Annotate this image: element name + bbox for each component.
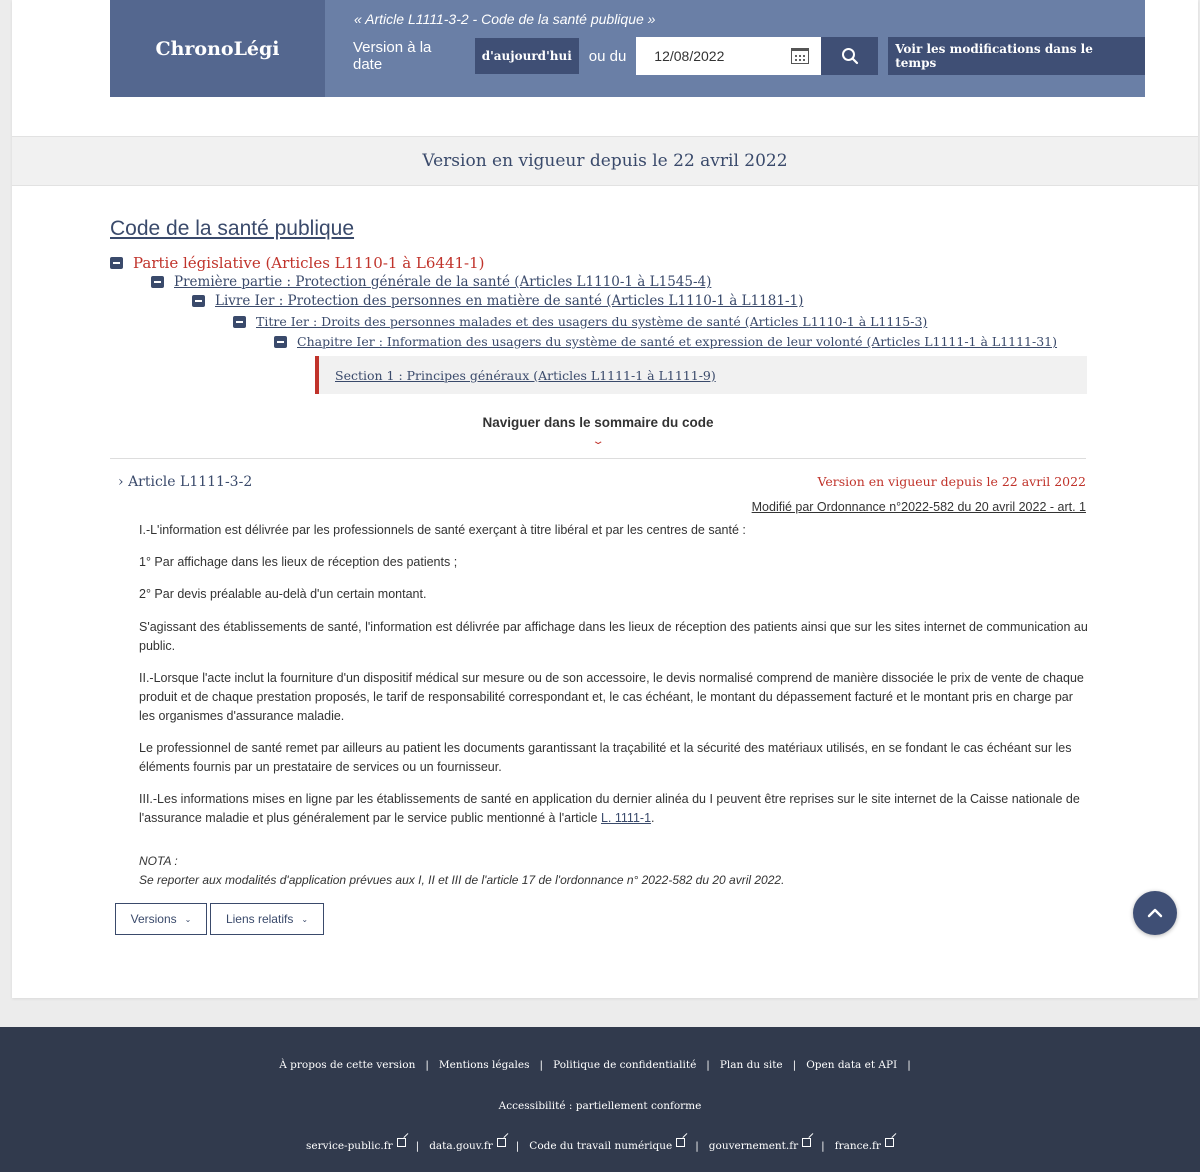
calendar-icon[interactable] <box>791 48 809 64</box>
footer-separator: | <box>539 1059 544 1071</box>
collapse-icon[interactable] <box>233 316 246 328</box>
footer-separator: | <box>515 1140 520 1152</box>
tree-titre-label[interactable]: Titre Ier : Droits des personnes malades et des usagers du système de santé (Articles L1110-1 à L1115-3) <box>256 314 928 329</box>
search-button[interactable] <box>821 37 878 75</box>
collapse-icon[interactable] <box>151 276 164 288</box>
version-band: Version en vigueur depuis le 22 avril 2022 <box>12 136 1198 186</box>
external-link-label: Code du travail numérique <box>529 1140 673 1152</box>
chronolegi-header <box>110 0 1145 97</box>
tree-partie-label: Partie législative (Articles L1110-1 à L6441-1) <box>133 254 485 272</box>
footer-separator: | <box>415 1140 420 1152</box>
accessibility-link[interactable]: Accessibilité : partiellement conforme <box>498 1100 702 1112</box>
related-links-dropdown-button[interactable] <box>210 903 324 935</box>
tree-chapitre[interactable] <box>274 334 1057 349</box>
article-paragraph <box>139 790 1089 828</box>
external-link-icon <box>397 1138 406 1147</box>
nota-label: NOTA : <box>139 854 178 868</box>
today-button[interactable]: d'aujourd'hui <box>475 38 579 74</box>
chevron-up-icon <box>1147 908 1163 918</box>
collapse-icon[interactable] <box>274 336 287 348</box>
modifications-button[interactable]: Voir les modifications dans le temps <box>888 37 1145 75</box>
chevron-down-icon[interactable]: ⌄ <box>591 436 605 447</box>
footer-link[interactable]: Plan du site <box>719 1059 783 1071</box>
article-paragraph-end: . <box>651 811 655 825</box>
article-l1111-1-link[interactable]: L. 1111-1 <box>600 811 652 825</box>
footer-external-row <box>0 1140 1200 1152</box>
article-paragraph: Le professionnel de santé remet par ailleurs au patient les documents garantissant la traçabilité et la sécurité des matériaux utilisés, en se fondant le cas échéant sur les éléments fournis par un prestataire de services ou un fournisseur. <box>139 741 1072 774</box>
date-input[interactable] <box>636 37 821 75</box>
external-link-label: france.fr <box>834 1140 881 1152</box>
navigate-summary-toggle[interactable]: Naviguer dans le sommaire du code <box>482 415 714 430</box>
divider <box>110 458 1086 459</box>
search-icon <box>841 47 859 65</box>
versions-label: Versions <box>130 912 177 926</box>
tree-section-current[interactable] <box>315 356 1087 394</box>
or-label: ou du <box>588 47 627 65</box>
footer-link[interactable]: À propos de cette version <box>279 1059 416 1071</box>
footer-accessibility-row <box>0 1100 1200 1112</box>
tree-chapitre-label[interactable]: Chapitre Ier : Information des usagers du système de santé et expression de leur volonté (Articles L1111-1 à L1111-31) <box>297 334 1058 349</box>
footer-link[interactable]: Open data et API <box>806 1059 898 1071</box>
external-link[interactable] <box>306 1140 406 1152</box>
footer-separator: | <box>706 1059 710 1071</box>
tree-partie[interactable] <box>110 254 485 272</box>
site-footer <box>0 1027 1200 1172</box>
footer-separator: | <box>695 1140 699 1152</box>
nota-text: Se reporter aux modalités d'application prévues aux I, II et III de l'article 17 de l'ordonnance n° 2022-582 du 20 avril 2022. <box>139 873 785 887</box>
external-link[interactable] <box>429 1140 506 1152</box>
tree-section-label[interactable]: Section 1 : Principes généraux (Articles L1111-1 à L1111-9) <box>335 367 716 383</box>
footer-separator: | <box>821 1140 825 1152</box>
external-link-label: gouvernement.fr <box>708 1140 799 1152</box>
version-label: Version à la date <box>353 39 432 73</box>
chronolegi-brand: ChronoLégi <box>110 0 325 97</box>
versions-dropdown-button[interactable] <box>115 903 207 935</box>
external-link-icon <box>497 1138 506 1147</box>
code-title-link[interactable]: Code de la santé publique <box>110 217 355 240</box>
article-version: Version en vigueur depuis le 22 avril 2022 <box>817 474 1086 489</box>
date-value: 12/08/2022 <box>654 48 725 64</box>
chevron-down-icon: ⌄ <box>184 914 192 924</box>
external-link-icon <box>885 1138 894 1147</box>
related-links-label: Liens relatifs <box>225 912 294 926</box>
external-link[interactable] <box>709 1140 811 1152</box>
external-link[interactable] <box>835 1140 894 1152</box>
footer-link[interactable]: Mentions légales <box>438 1059 530 1071</box>
external-link-icon <box>802 1138 811 1147</box>
tree-premiere-partie[interactable] <box>151 274 711 290</box>
footer-link[interactable]: Politique de confidentialité <box>553 1059 697 1071</box>
chevron-down-icon: ⌄ <box>301 914 309 924</box>
back-to-top-button[interactable] <box>1133 891 1177 935</box>
article-paragraph: 1° Par affichage dans les lieux de réception des patients ; <box>139 555 458 569</box>
article-paragraph: II.-Lorsque l'acte inclut la fourniture d'un dispositif médical sur mesure ou de son accessoire, le devis normalisé comprend de manière dissociée le prix de vente de chaque produit et de chaque prestation proposés, le tarif de responsabilité correspondant et, le cas échéant, le montant du dépassement facturé et le montant pris en charge par les organismes d'assurance maladie. <box>139 671 1084 723</box>
article-modified-link[interactable]: Modifié par Ordonnance n°2022-582 du 20 avril 2022 - art. 1 <box>751 500 1086 514</box>
article-reference: « Article L1111-3-2 - Code de la santé publique » <box>354 11 656 27</box>
article-paragraph: I.-L'information est délivrée par les professionnels de santé exerçant à titre libéral et par les centres de santé : <box>139 523 746 537</box>
footer-links-row <box>0 1059 1200 1071</box>
tree-titre[interactable] <box>233 314 927 329</box>
article-title-text: Article L1111-3-2 <box>128 474 253 490</box>
footer-separator: | <box>907 1059 911 1071</box>
article-paragraph: 2° Par devis préalable au-delà d'un certain montant. <box>139 587 427 601</box>
external-link[interactable] <box>529 1140 685 1152</box>
external-link-icon <box>676 1138 685 1147</box>
tree-premiere-label[interactable]: Première partie : Protection générale de la santé (Articles L1110-1 à L1545-4) <box>174 274 712 290</box>
collapse-icon[interactable] <box>110 257 123 269</box>
article-paragraph-text: III.-Les informations mises en ligne par les établissements de santé en application du dernier alinéa du I peuvent être reprises sur le site internet de la Caisse nationale de l'assurance maladie et plus généralement par le service public mentionné à l'article <box>139 792 1080 825</box>
external-link-label: data.gouv.fr <box>429 1140 493 1152</box>
external-link-label: service-public.fr <box>306 1140 393 1152</box>
footer-separator: | <box>425 1059 429 1071</box>
nota-block <box>139 852 784 890</box>
version-date-row <box>353 37 1145 75</box>
article-paragraph: S'agissant des établissements de santé, l'information est délivrée par affichage dans les lieux de réception des patients ainsi que sur les sites internet de communication au public. <box>139 620 1088 653</box>
collapse-icon[interactable] <box>192 295 205 307</box>
footer-separator: | <box>792 1059 797 1071</box>
tree-livre-label[interactable]: Livre Ier : Protection des personnes en matière de santé (Articles L1110-1 à L1181-1) <box>215 293 804 309</box>
article-title[interactable]: › Article L1111-3-2 <box>118 474 253 490</box>
tree-livre[interactable] <box>192 293 803 309</box>
